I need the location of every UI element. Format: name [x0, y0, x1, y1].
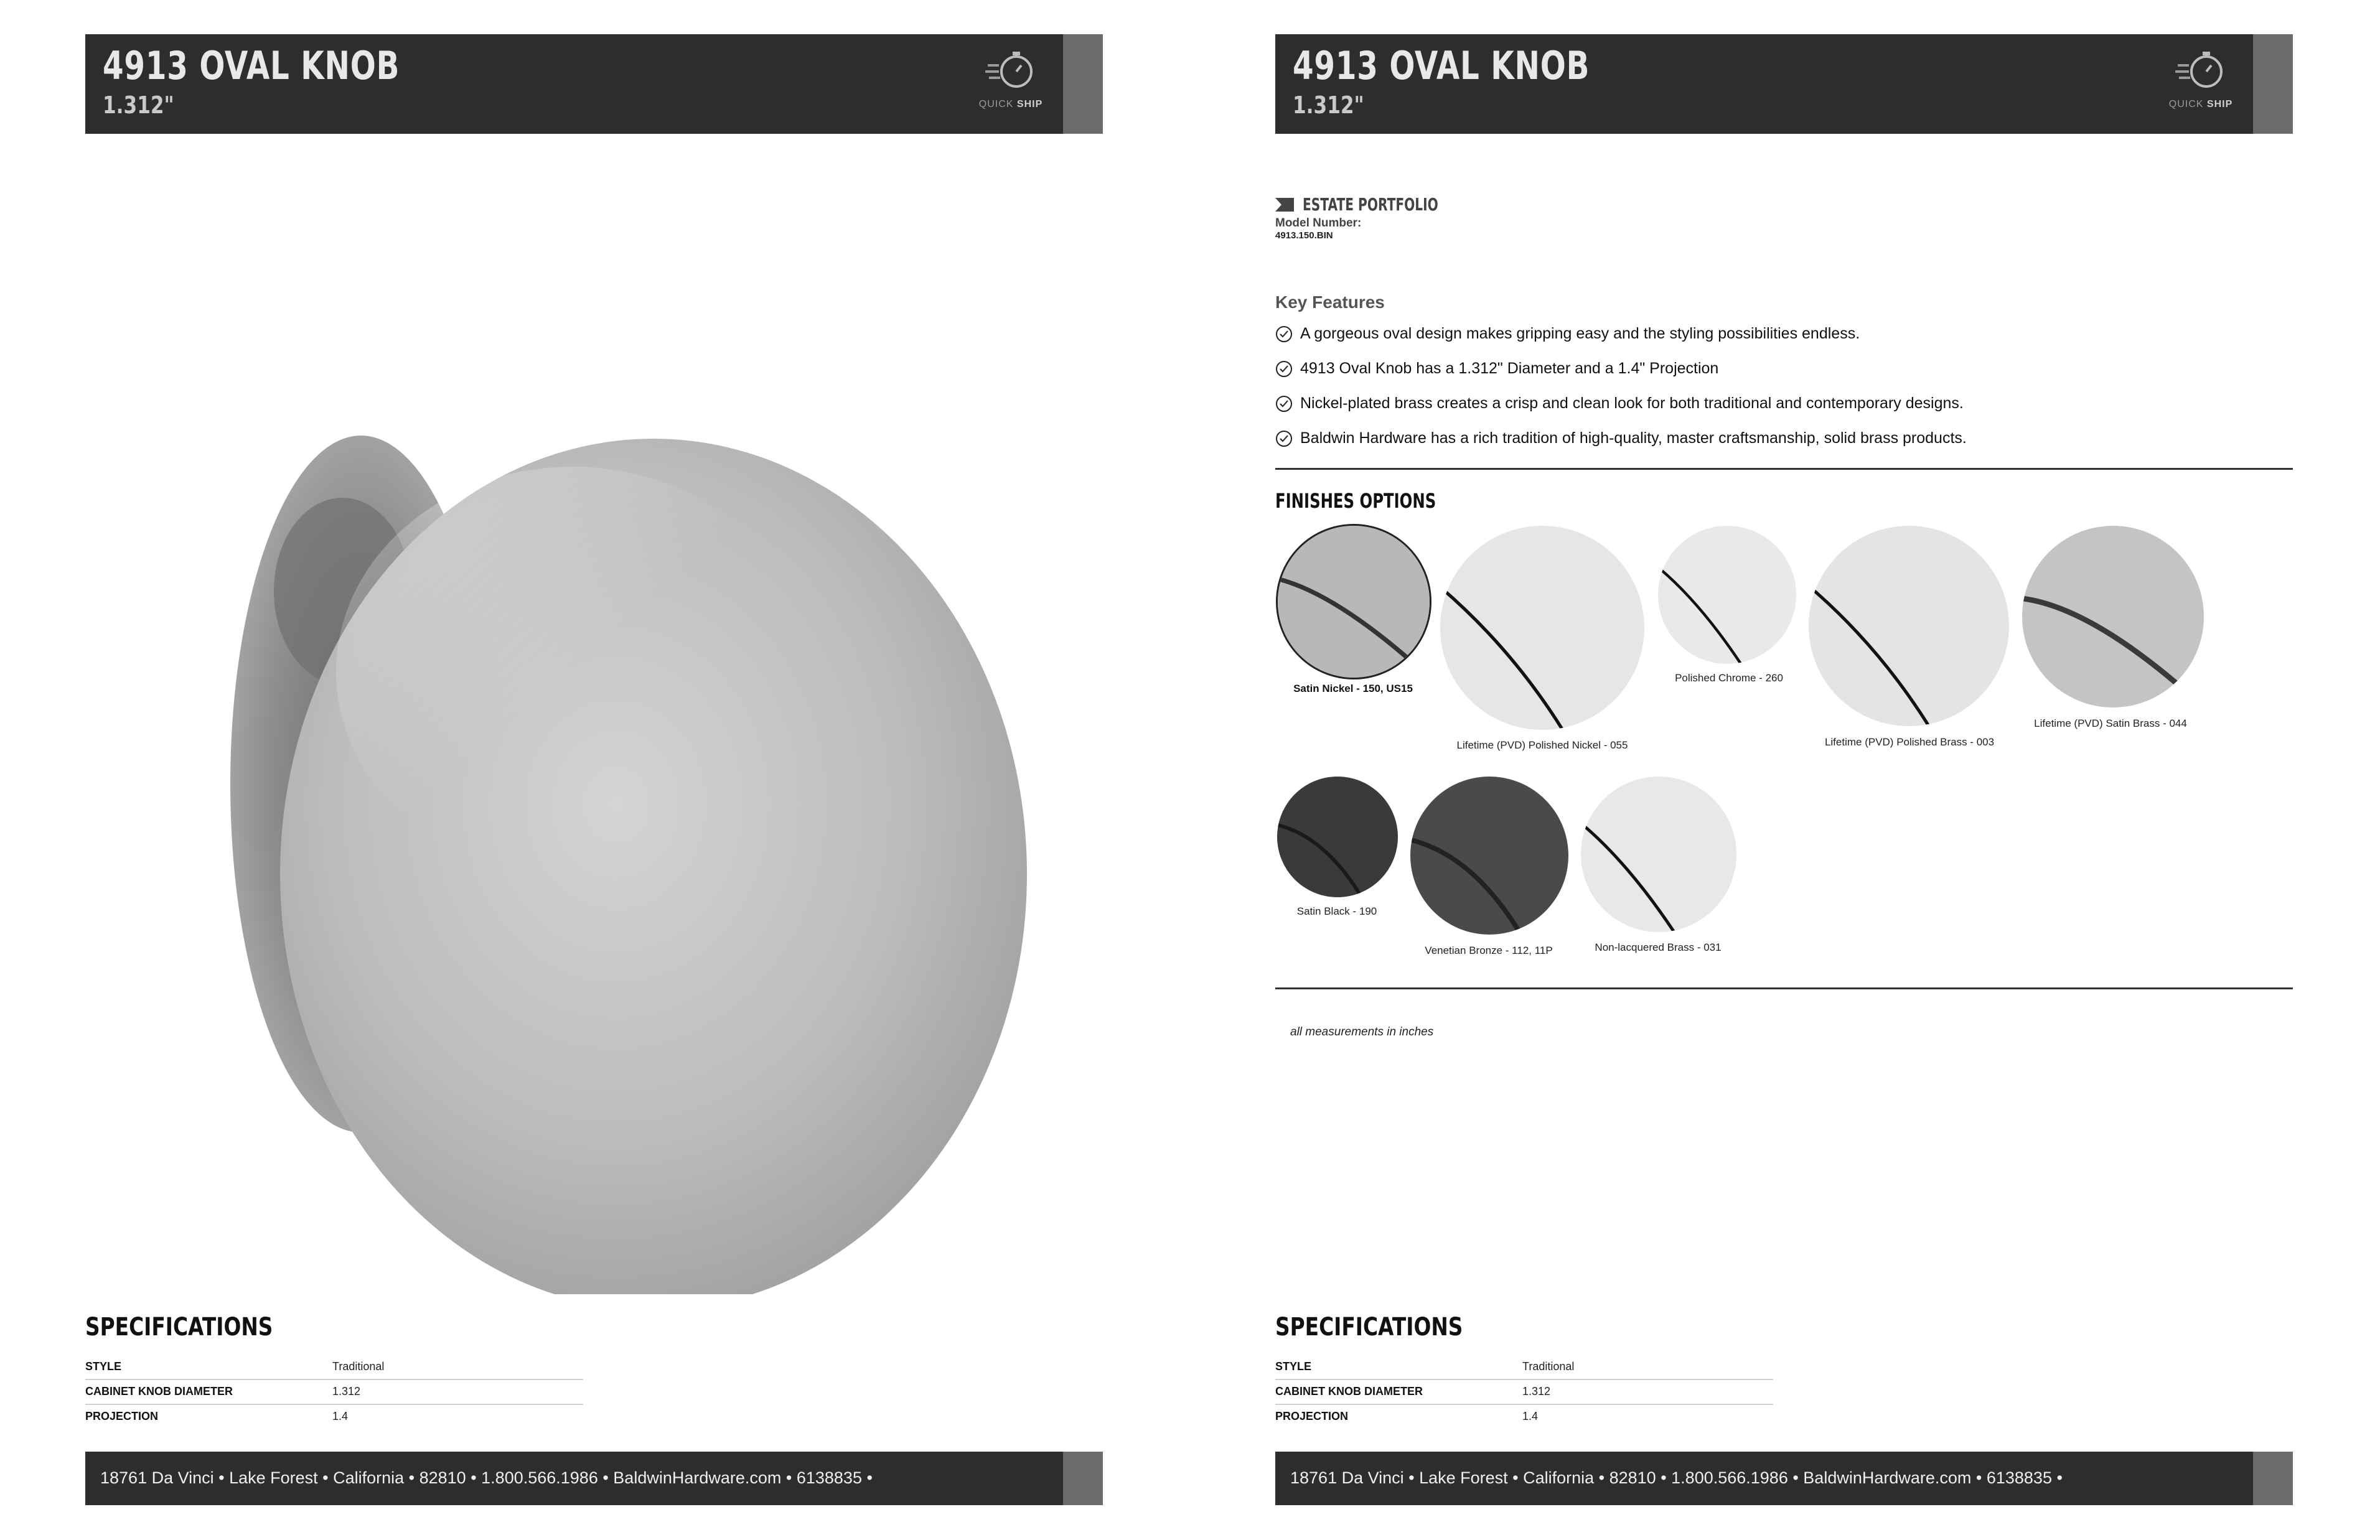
spec-row: CABINET KNOB DIAMETER 1.312: [1275, 1380, 1773, 1405]
product-size: 1.312": [1293, 91, 1364, 119]
footer-bar: [1275, 1452, 2293, 1505]
finish-label: Non-lacquered Brass - 031: [1595, 941, 1722, 953]
portfolio-block: [1275, 193, 1438, 241]
key-features-title: Key Features: [1275, 292, 1385, 312]
stopwatch-icon: [984, 43, 1038, 96]
specifications-section: [85, 1313, 583, 1429]
finish-swatch-venetian-bronze[interactable]: [1410, 777, 1568, 935]
feature-item: A gorgeous oval design makes gripping easy and the styling possibilities endless.: [1275, 324, 2293, 358]
feature-item: Nickel-plated brass creates a crisp and clean look for both traditional and contemporary designs.: [1275, 393, 2293, 428]
spec-row: PROJECTION 1.4: [85, 1410, 349, 1422]
footer-address: 18761 Da Vinci • Lake Forest • California • 82810 • 1.800.566.1986 • BaldwinHardware.com • 6138835 •: [1290, 1468, 2063, 1487]
section-divider: [1275, 987, 2293, 989]
finish-label: Lifetime (PVD) Satin Brass - 044: [2034, 717, 2187, 729]
quick-ship-label: QUICK SHIP: [2168, 99, 2233, 110]
right-page: [1190, 0, 2380, 1540]
portfolio-name: ESTATE PORTFOLIO: [1303, 194, 1438, 215]
knob-product-photo: [174, 348, 1033, 1297]
footer-bar: [85, 1452, 1103, 1505]
finish-swatch-non-lacquered-brass[interactable]: [1581, 777, 1736, 932]
spec-row: STYLE Traditional: [1275, 1355, 1773, 1380]
quick-ship-label: QUICK SHIP: [978, 99, 1043, 110]
product-title: 4913 OVAL KNOB: [103, 43, 400, 88]
finish-swatch-polished-chrome[interactable]: [1658, 526, 1796, 664]
portfolio-brand: [1275, 193, 1438, 215]
measurements-note: all measurements in inches: [1290, 1025, 1434, 1038]
finish-label: Lifetime (PVD) Polished Brass - 003: [1824, 736, 1995, 748]
header-bar: [1275, 34, 2293, 134]
specifications-section: [1275, 1313, 1773, 1429]
section-divider: [1275, 468, 2293, 470]
finish-swatch-satin-black[interactable]: [1277, 777, 1398, 897]
footer-accent-strip: [2253, 1452, 2293, 1505]
specifications-title: SPECIFICATIONS: [85, 1313, 273, 1342]
model-number-value: 4913.150.BIN: [1275, 230, 1333, 241]
footer-accent-strip: [1063, 1452, 1103, 1505]
finish-swatch-satin-nickel[interactable]: [1276, 524, 1431, 679]
quick-ship-badge: [2167, 43, 2235, 124]
header-bar: [85, 34, 1103, 134]
finish-label: Lifetime (PVD) Polished Nickel - 055: [1456, 739, 1628, 751]
model-number-label: Model Number:: [1275, 217, 1362, 230]
spec-row: PROJECTION 1.4: [1275, 1410, 1539, 1422]
finish-label: Satin Black - 190: [1296, 905, 1377, 917]
quick-ship-badge: [977, 43, 1045, 124]
finish-swatch-polished-brass[interactable]: [1809, 526, 2009, 726]
finish-swatch-polished-nickel[interactable]: [1440, 526, 1644, 730]
finish-swatch-satin-brass[interactable]: [2022, 526, 2204, 707]
product-size: 1.312": [103, 91, 174, 119]
check-circle-icon: [1275, 360, 1293, 378]
footer-address: 18761 Da Vinci • Lake Forest • California • 82810 • 1.800.566.1986 • BaldwinHardware.com • 6138835 •: [100, 1468, 873, 1487]
check-circle-icon: [1275, 430, 1293, 447]
check-circle-icon: [1275, 325, 1293, 343]
check-circle-icon: [1275, 395, 1293, 413]
feature-item: 4913 Oval Knob has a 1.312" Diameter and a 1.4" Projection: [1275, 358, 2293, 393]
spec-row: CABINET KNOB DIAMETER 1.312: [85, 1380, 583, 1405]
stopwatch-icon: [2174, 43, 2228, 96]
key-features-section: [1275, 292, 2293, 463]
header-accent-strip: [1063, 34, 1103, 134]
product-title: 4913 OVAL KNOB: [1293, 43, 1590, 88]
header-accent-strip: [2253, 34, 2293, 134]
finish-label: Polished Chrome - 260: [1675, 672, 1783, 684]
finishes-title: FINISHES OPTIONS: [1275, 489, 1436, 513]
specifications-title: SPECIFICATIONS: [1275, 1313, 1463, 1342]
feature-item: Baldwin Hardware has a rich tradition of high-quality, master craftsmanship, solid brass products.: [1275, 428, 2293, 463]
finish-label: Venetian Bronze - 112, 11P: [1425, 945, 1553, 956]
finish-label: Satin Nickel - 150, US15: [1293, 683, 1413, 694]
flag-icon: [1275, 198, 1281, 212]
spec-row: STYLE Traditional: [85, 1355, 583, 1380]
